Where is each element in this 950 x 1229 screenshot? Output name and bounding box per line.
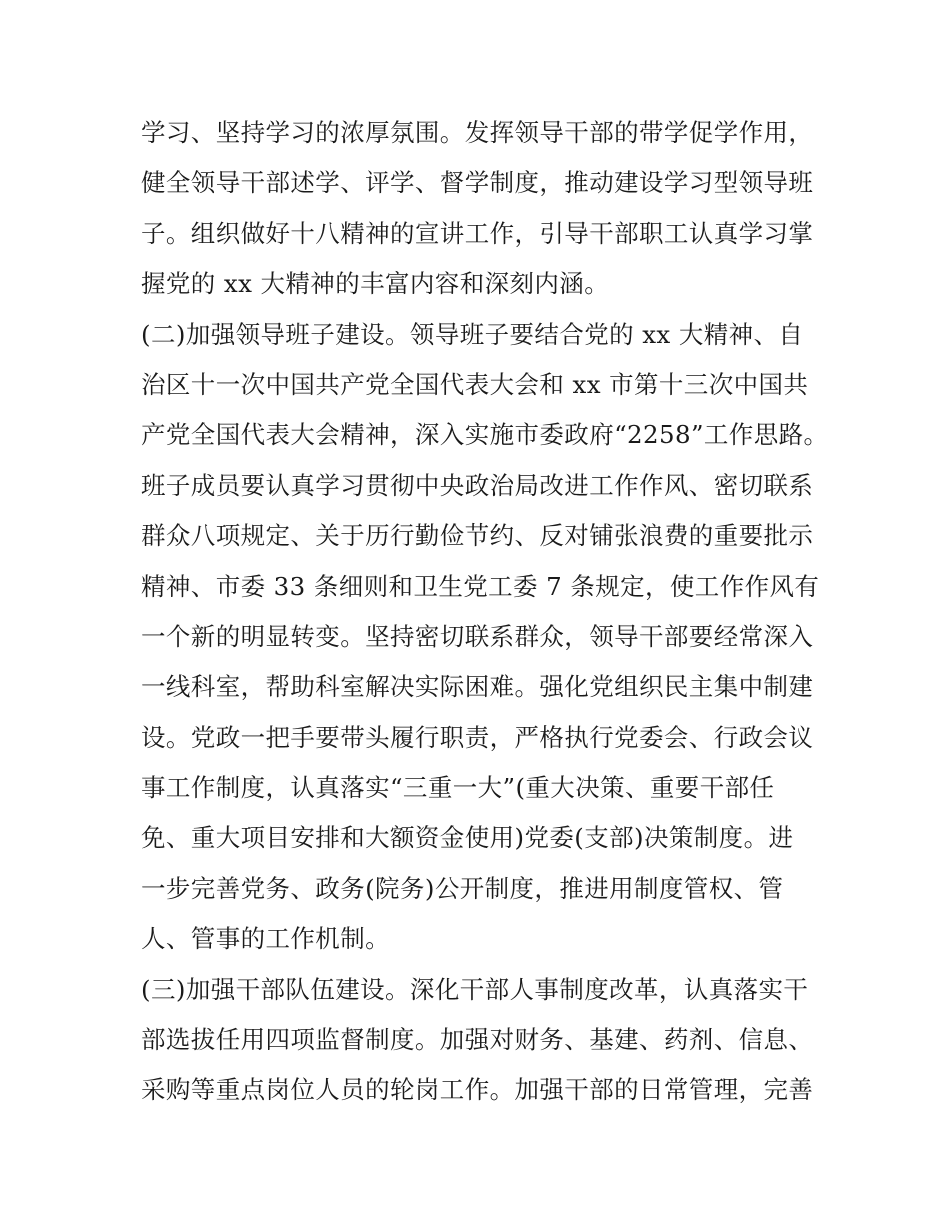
- text-line: 人、管事的工作机制。: [141, 924, 390, 954]
- text-line: 班子成员要认真学习贯彻中央政治局改进工作作风、密切联系: [141, 470, 814, 500]
- text-line: 精神、市委 33 条细则和卫生党工委 7 条规定，使工作作风有: [141, 571, 820, 601]
- text-line: 一线科室，帮助科室解决实际困难。强化党组织民主集中制建: [141, 672, 814, 702]
- text-line: 采购等重点岗位人员的轮岗工作。加强干部的日常管理，完善: [141, 1075, 814, 1105]
- text-line: 群众八项规定、关于历行勤俭节约、反对铺张浪费的重要批示: [141, 521, 814, 551]
- text-line: 学习、坚持学习的浓厚氛围。发挥领导干部的带学促学作用，: [141, 118, 814, 147]
- text-line: 治区十一次中国共产党全国代表大会和 xx 市第十三次中国共: [141, 369, 809, 399]
- text-line: 一步完善党务、政务(院务)公开制度，推进用制度管权、管: [141, 873, 784, 903]
- text-line: 部选拔任用四项监督制度。加强对财务、基建、药剂、信息、: [141, 1025, 814, 1055]
- section-heading-line: (三)加强干部队伍建设。深化干部人事制度改革，认真落实干: [141, 974, 809, 1004]
- text-line: 免、重大项目安排和大额资金使用)党委(支部)决策制度。进: [141, 823, 794, 853]
- section-heading-line: (二)加强领导班子建设。领导班子要结合党的 xx 大精神、自: [141, 319, 804, 349]
- body-text: [141, 108, 831, 1116]
- text-line: 握党的 xx 大精神的丰富内容和深刻内涵。: [141, 269, 610, 299]
- text-line: 设。党政一把手要带头履行职责，严格执行党委会、行政会议: [141, 722, 814, 752]
- text-line: 一个新的明显转变。坚持密切联系群众，领导干部要经常深入: [141, 621, 814, 651]
- text-line: 健全领导干部述学、评学、督学制度，推动建设学习型领导班: [141, 168, 814, 198]
- text-line: 子。组织做好十八精神的宣讲工作，引导干部职工认真学习掌: [141, 218, 814, 248]
- text-line: 事工作制度，认真落实“三重一大”(重大决策、重要干部任: [141, 773, 775, 803]
- text-line: 产党全国代表大会精神，深入实施市委政府“2258”工作思路。: [141, 420, 829, 450]
